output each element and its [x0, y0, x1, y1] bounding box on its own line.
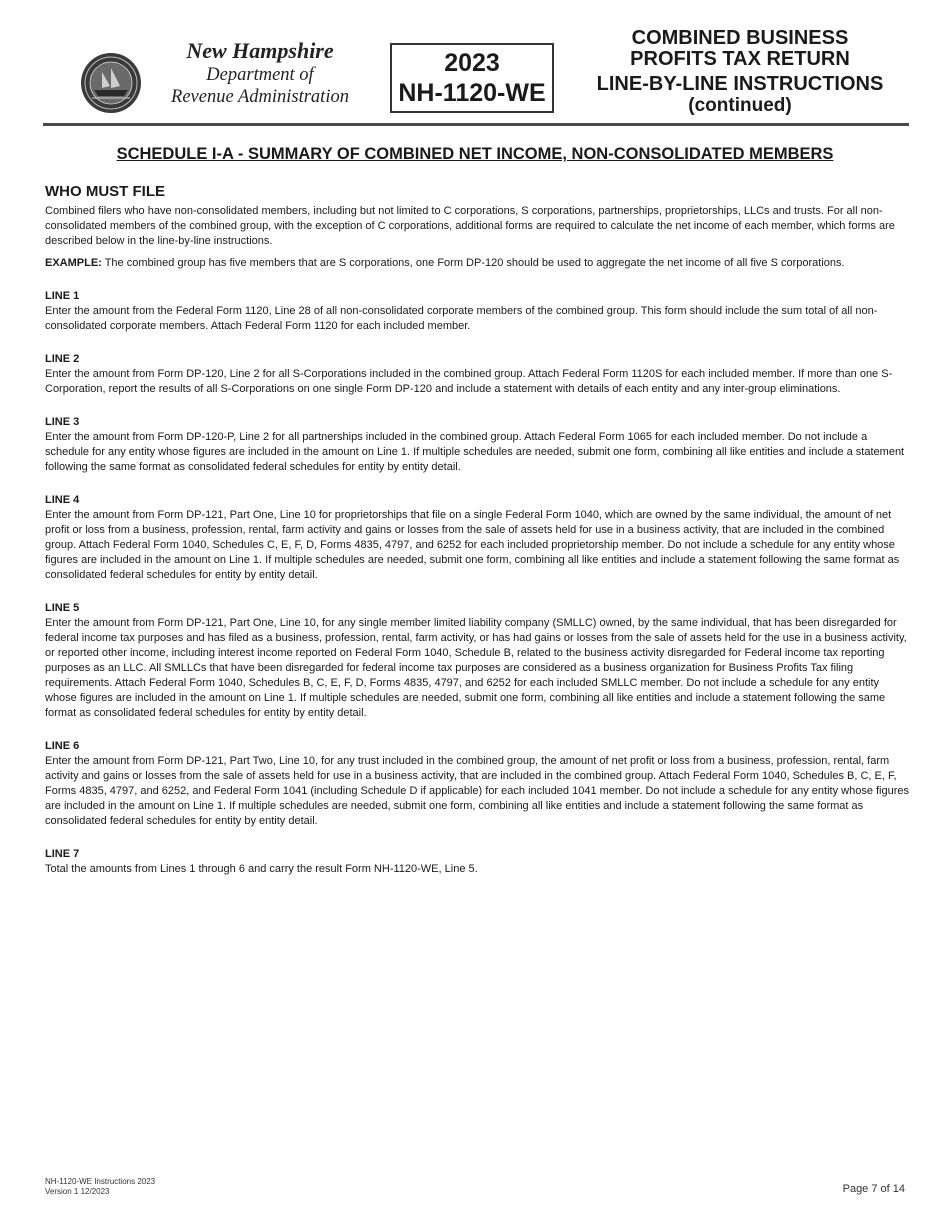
line-6-text: Enter the amount from Form DP-121, Part Two, Line 10, for any trust included in the combined group, the amount of net profit or loss from a business, profession, rental, farm activity and gains or losses from the sale of assets held for use in a business activity, that are included in the combined group. Attach Federal Form 1040, Schedules B, C, E, F, Forms 4835, 4797, and 6252, and Federal Form 1041 (including Schedule D if applicable) for each included 1041 member. Do not include a schedule for any entity whose figures are included in the amount on Line 1. If multiple schedules are needed, submit one form, combining all like entities and include a statement following the same format as consolidated federal schedules for entity by entity detail.: [45, 755, 910, 827]
footer-document-name: NH-1120-WE Instructions 2023: [45, 1177, 156, 1186]
line-3-label: LINE 3: [45, 416, 80, 428]
document-title: [590, 28, 890, 117]
line-2-text: Enter the amount from Form DP-120, Line 2 for all S-Corporations included in the combined group. Attach Federal Form 1120S for each included member. If more than one S-Corporation, report the results of all S-Corporations on one single Form DP-120 and include a statement with details of each entity and any inter-group eliminations.: [45, 368, 893, 395]
example-text: The combined group has five members that are S corporations, one Form DP-120 should be used to aggregate the net income of all five S corporations.: [101, 257, 845, 269]
title-line-4: (continued): [688, 95, 792, 116]
who-must-file-heading: WHO MUST FILE: [45, 183, 165, 200]
header-divider: [43, 123, 909, 126]
agency-block: [150, 38, 370, 108]
state-name: New Hampshire: [186, 38, 334, 63]
line-4-block: [45, 493, 909, 583]
who-must-file-text: Combined filers who have non-consolidated members, including but not limited to C corporations, S corporations, partnerships, proprietorships, LLCs and trusts. For all non-consolidated members of the combined group, with the exception of C corporations, additional forms are required to calculate the net income of each member, which forms are described below in the line-by-line instructions.: [45, 205, 895, 247]
title-line-1: COMBINED BUSINESS: [631, 27, 849, 49]
line-4-label: LINE 4: [45, 494, 80, 506]
line-6-label: LINE 6: [45, 740, 80, 752]
line-2-label: LINE 2: [45, 353, 80, 365]
line-7-text: Total the amounts from Lines 1 through 6 and carry the result Form NH-1120-WE, Line 5.: [45, 863, 478, 875]
form-id-box: [390, 43, 554, 113]
title-line-3: LINE-BY-LINE INSTRUCTIONS: [596, 73, 884, 95]
line-5-text: Enter the amount from Form DP-121, Part One, Line 10, for any single member limited liability company (SMLLC) owned, by the same individual, that has been disregarded for federal income tax purposes and has filed as a business, profession, rental, farm activity, or has had gains or losses from the sale of assets held for the use in a business activity, or reported other income, including interest income reported on Federal Form 1040, Schedule B, related to the business activity disregarded for Federal income tax reporting purposes as an LLC. All SMLLCs that have been disregarded for federal income tax purposes are considered as a business organization for Business Profits Tax filing requirements. Attach Federal Form 1040, Schedules B, C, E, F, D, Forms 4835, 4797, and 6252 for each included SMLLC member. Do not include a schedule for any entity whose figures are included in the amount on Line 1. If multiple schedules are needed, submit one form, combining all like entities and include a statement following the same format as consolidated federal schedules for entity by entity detail.: [45, 617, 907, 719]
instructions-body: [45, 183, 909, 877]
form-year: 2023: [444, 49, 500, 77]
footer-version: Version 1 12/2023: [45, 1187, 110, 1196]
line-1-text: Enter the amount from the Federal Form 1120, Line 28 of all non-consolidated corporate members of the combined group. This form should include the sum total of all non-consolidated corporate members. Attach Federal Form 1120 for each included member.: [45, 305, 878, 332]
line-2-block: [45, 352, 909, 397]
schedule-title: SCHEDULE I-A - SUMMARY OF COMBINED NET INCOME, NON-CONSOLIDATED MEMBERS: [116, 145, 834, 163]
footer-document-info: [45, 1177, 155, 1197]
line-7-block: [45, 847, 909, 877]
example-paragraph: [45, 256, 909, 271]
line-3-block: [45, 415, 909, 475]
state-seal-logo: [80, 52, 142, 114]
line-5-label: LINE 5: [45, 602, 80, 614]
department-line-2: Revenue Administration: [171, 87, 349, 107]
page-number: Page 7 of 14: [842, 1183, 905, 1195]
form-number: NH-1120-WE: [398, 79, 546, 107]
line-3-text: Enter the amount from Form DP-120-P, Line 2 for all partnerships included in the combined group. Attach Federal Form 1065 for each included member. Do not include a schedule for any entity whose figures are included in the amount on Line 1. If multiple schedules are needed, submit one form, combining all like entities and include a statement following the same format as consolidated federal schedules for entity by entity detail.: [45, 431, 905, 473]
line-5-block: [45, 601, 909, 721]
line-1-block: [45, 289, 909, 334]
department-line-1: Department of: [206, 65, 314, 85]
line-7-label: LINE 7: [45, 848, 80, 860]
line-1-label: LINE 1: [45, 290, 80, 302]
title-line-2: PROFITS TAX RETURN: [630, 48, 850, 70]
line-6-block: [45, 739, 909, 829]
example-label: EXAMPLE:: [45, 257, 102, 269]
line-4-text: Enter the amount from Form DP-121, Part One, Line 10 for proprietorships that file on a single Federal Form 1040, which are owned by the same individual, the amount of net profit or loss from a business, profession, rental, farm activity and gains or losses from the sale of assets held for use in a business activity, that are included in the combined group. Attach Federal Form 1040, Schedules C, E, F, D, Forms 4835, 4797, and 6252 for each included proprietorship member. Do not include a schedule for any entity whose figures are included in the amount on Line 1. If multiple schedules are needed, submit one form, combining all like entities and include a statement following the same format as consolidated federal schedules for entity by entity detail.: [45, 509, 900, 581]
